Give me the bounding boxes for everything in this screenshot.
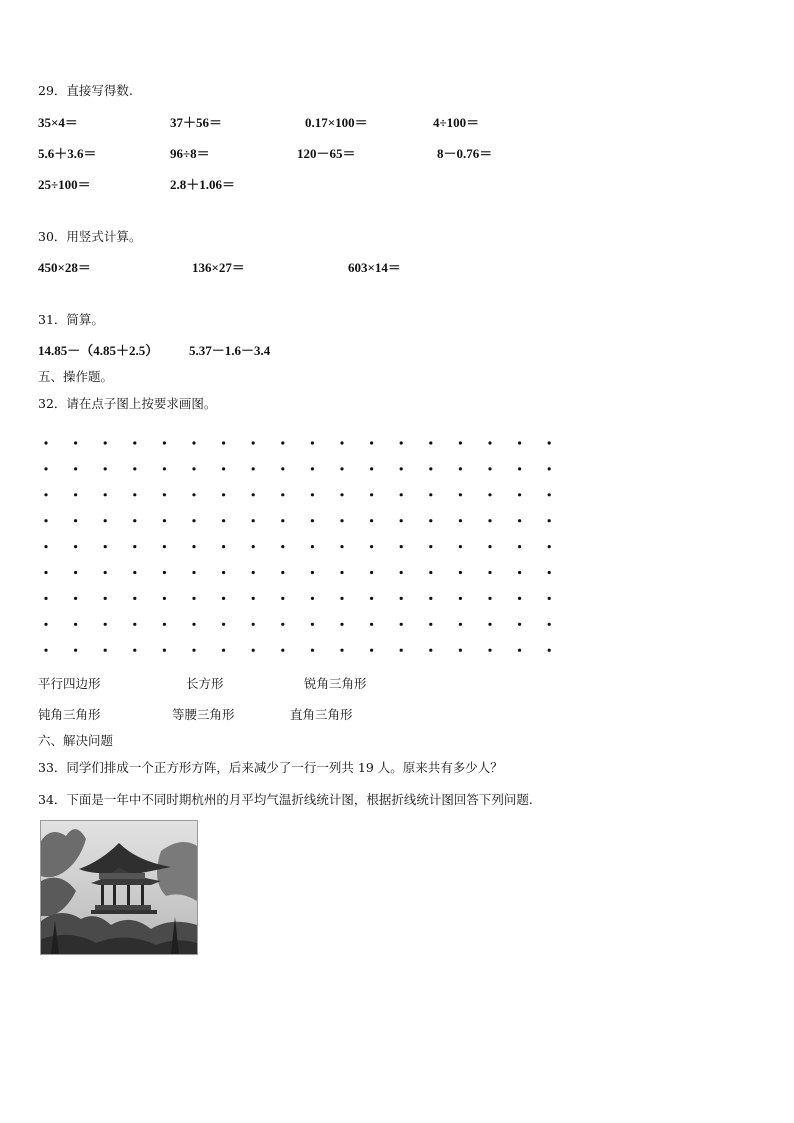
grid-dot (222, 571, 225, 574)
grid-dot (488, 649, 491, 652)
grid-dot (311, 623, 314, 626)
grid-dot (488, 623, 491, 626)
shape-right-triangle: 直角三角形 (290, 707, 353, 722)
grid-dot (281, 623, 284, 626)
grid-dot (74, 571, 77, 574)
grid-dot (370, 597, 373, 600)
grid-dot (44, 597, 47, 600)
grid-dot (222, 441, 225, 444)
grid-dot (192, 467, 195, 470)
grid-dot (252, 571, 255, 574)
q29-r2-c3: 120－65＝ (297, 146, 356, 161)
grid-dot (222, 467, 225, 470)
grid-dot (548, 597, 551, 600)
grid-dot (163, 441, 166, 444)
grid-dot (104, 545, 107, 548)
grid-dot (400, 623, 403, 626)
q30-item-1: 450×28＝ (38, 260, 91, 275)
shape-isosceles-triangle: 等腰三角形 (172, 707, 235, 722)
q29-r2-c4: 8－0.76＝ (437, 146, 493, 161)
grid-dot (163, 519, 166, 522)
grid-dot (311, 597, 314, 600)
grid-dot (104, 467, 107, 470)
grid-dot (518, 545, 521, 548)
grid-dot (192, 519, 195, 522)
grid-dot (192, 545, 195, 548)
grid-dot (340, 597, 343, 600)
grid-dot (370, 519, 373, 522)
grid-dot (548, 649, 551, 652)
grid-dot (192, 649, 195, 652)
grid-dot (488, 571, 491, 574)
grid-dot (163, 571, 166, 574)
grid-dot (192, 571, 195, 574)
grid-dot (459, 571, 462, 574)
q31-title: 31．简算。 (38, 312, 104, 327)
grid-dot (518, 441, 521, 444)
grid-dot (340, 545, 343, 548)
grid-dot (133, 649, 136, 652)
grid-dot (281, 597, 284, 600)
grid-dot (548, 623, 551, 626)
q34-text: 34．下面是一年中不同时期杭州的月平均气温折线统计图，根据折线统计图回答下列问题. (38, 792, 533, 807)
grid-dot (74, 467, 77, 470)
grid-dot (44, 649, 47, 652)
q30-item-3: 603×14＝ (348, 260, 401, 275)
grid-dot (133, 441, 136, 444)
grid-dot (163, 545, 166, 548)
grid-dot (400, 493, 403, 496)
grid-dot (518, 597, 521, 600)
grid-dot (400, 441, 403, 444)
grid-dot (311, 571, 314, 574)
grid-dot (252, 597, 255, 600)
q29-title: 29．直接写得数. (38, 83, 133, 98)
grid-dot (163, 597, 166, 600)
grid-dot (459, 649, 462, 652)
grid-dot (133, 519, 136, 522)
grid-dot (518, 519, 521, 522)
q29-r3-c1: 25÷100＝ (38, 177, 91, 192)
section-5-heading: 五、操作题。 (38, 369, 114, 384)
grid-dot (281, 441, 284, 444)
grid-dot (548, 467, 551, 470)
grid-dot (311, 545, 314, 548)
grid-dot (518, 571, 521, 574)
grid-dot (370, 467, 373, 470)
grid-dot (192, 597, 195, 600)
grid-dot (340, 467, 343, 470)
grid-dot (518, 467, 521, 470)
grid-dot (222, 545, 225, 548)
section-6-heading: 六、解决问题 (38, 733, 114, 748)
q29-r1-c4: 4÷100＝ (433, 115, 480, 130)
shape-acute-triangle: 锐角三角形 (304, 676, 367, 691)
grid-dot (311, 441, 314, 444)
grid-dot (340, 519, 343, 522)
grid-dot (370, 649, 373, 652)
grid-dot (163, 493, 166, 496)
grid-dot (400, 467, 403, 470)
grid-dot (74, 493, 77, 496)
q31-item-2: 5.37－1.6－3.4 (189, 343, 271, 358)
grid-dot (192, 441, 195, 444)
grid-dot (74, 545, 77, 548)
grid-dot (429, 545, 432, 548)
q31-item-1: 14.85－（4.85＋2.5） (38, 343, 159, 358)
grid-dot (340, 493, 343, 496)
grid-dot (252, 519, 255, 522)
grid-dot (74, 519, 77, 522)
grid-dot (518, 493, 521, 496)
q29-r1-c2: 37＋56＝ (170, 115, 223, 130)
grid-dot (429, 441, 432, 444)
grid-dot (192, 623, 195, 626)
grid-dot (222, 649, 225, 652)
grid-dot (459, 467, 462, 470)
grid-dot (429, 623, 432, 626)
grid-dot (281, 545, 284, 548)
grid-dot (252, 545, 255, 548)
grid-dot (459, 519, 462, 522)
grid-dot (163, 649, 166, 652)
grid-dot (44, 545, 47, 548)
q29-r2-c2: 96÷8＝ (170, 146, 210, 161)
grid-dot (281, 649, 284, 652)
shape-rectangle: 长方形 (186, 676, 224, 691)
grid-dot (222, 597, 225, 600)
q30-item-2: 136×27＝ (192, 260, 245, 275)
grid-dot (400, 545, 403, 548)
grid-dot (488, 441, 491, 444)
grid-dot (163, 467, 166, 470)
grid-dot (281, 467, 284, 470)
grid-dot (163, 623, 166, 626)
grid-dot (44, 493, 47, 496)
grid-dot (488, 493, 491, 496)
grid-dot (488, 597, 491, 600)
grid-dot (518, 649, 521, 652)
grid-dot (311, 519, 314, 522)
grid-dot (74, 649, 77, 652)
grid-dot (104, 519, 107, 522)
grid-dot (133, 493, 136, 496)
grid-dot (340, 623, 343, 626)
grid-dot (370, 441, 373, 444)
grid-dot (370, 571, 373, 574)
grid-dot (548, 441, 551, 444)
grid-dot (104, 493, 107, 496)
grid-dot (44, 441, 47, 444)
grid-dot (252, 467, 255, 470)
grid-dot (370, 493, 373, 496)
grid-dot (311, 493, 314, 496)
grid-dot (548, 571, 551, 574)
grid-dot (252, 649, 255, 652)
grid-dot (400, 519, 403, 522)
grid-dot (44, 467, 47, 470)
grid-dot (281, 493, 284, 496)
grid-dot (429, 467, 432, 470)
grid-dot (222, 519, 225, 522)
shape-obtuse-triangle: 钝角三角形 (38, 707, 101, 722)
grid-dot (281, 519, 284, 522)
q29-r1-c3: 0.17×100＝ (305, 115, 368, 130)
grid-dot (74, 623, 77, 626)
grid-dot (252, 441, 255, 444)
grid-dot (548, 545, 551, 548)
grid-dot (459, 545, 462, 548)
grid-dot (488, 545, 491, 548)
pavilion-illustration (41, 821, 197, 954)
pavilion-photo (40, 820, 198, 955)
grid-dot (548, 493, 551, 496)
grid-dot (488, 467, 491, 470)
q29-r2-c1: 5.6＋3.6＝ (38, 146, 97, 161)
q29-r3-c2: 2.8＋1.06＝ (170, 177, 236, 192)
q33-text: 33．同学们排成一个正方形方阵，后来减少了一行一列共 19 人。原来共有多少人？ (38, 760, 503, 775)
grid-dot (518, 623, 521, 626)
grid-dot (340, 649, 343, 652)
grid-dot (133, 545, 136, 548)
grid-dot (429, 519, 432, 522)
grid-dot (104, 623, 107, 626)
grid-dot (429, 493, 432, 496)
grid-dot (340, 571, 343, 574)
grid-dot (44, 571, 47, 574)
grid-dot (104, 597, 107, 600)
grid-dot (222, 493, 225, 496)
grid-dot (459, 493, 462, 496)
grid-dot (252, 623, 255, 626)
grid-dot (429, 597, 432, 600)
grid-dot (400, 571, 403, 574)
grid-dot (311, 649, 314, 652)
grid-dot (133, 467, 136, 470)
grid-dot (281, 571, 284, 574)
grid-dot (133, 597, 136, 600)
grid-dot (400, 649, 403, 652)
grid-dot (459, 441, 462, 444)
grid-dot (252, 493, 255, 496)
grid-dot (133, 571, 136, 574)
grid-dot (74, 597, 77, 600)
grid-dot (311, 467, 314, 470)
grid-dot (429, 571, 432, 574)
grid-dot (222, 623, 225, 626)
grid-dot (370, 545, 373, 548)
grid-dot (104, 571, 107, 574)
grid-dot (44, 623, 47, 626)
q29-r1-c1: 35×4＝ (38, 115, 78, 130)
grid-dot (104, 649, 107, 652)
grid-dot (370, 623, 373, 626)
grid-dot (133, 623, 136, 626)
grid-dot (488, 519, 491, 522)
grid-dot (400, 597, 403, 600)
grid-dot (548, 519, 551, 522)
shape-parallelogram: 平行四边形 (38, 676, 101, 691)
grid-dot (44, 519, 47, 522)
grid-dot (340, 441, 343, 444)
grid-dot (74, 441, 77, 444)
grid-dot (104, 441, 107, 444)
q32-title: 32．请在点子图上按要求画图。 (38, 396, 217, 411)
grid-dot (429, 649, 432, 652)
q30-title: 30．用竖式计算。 (38, 229, 142, 244)
grid-dot (459, 623, 462, 626)
grid-dot (192, 493, 195, 496)
grid-dot (459, 597, 462, 600)
